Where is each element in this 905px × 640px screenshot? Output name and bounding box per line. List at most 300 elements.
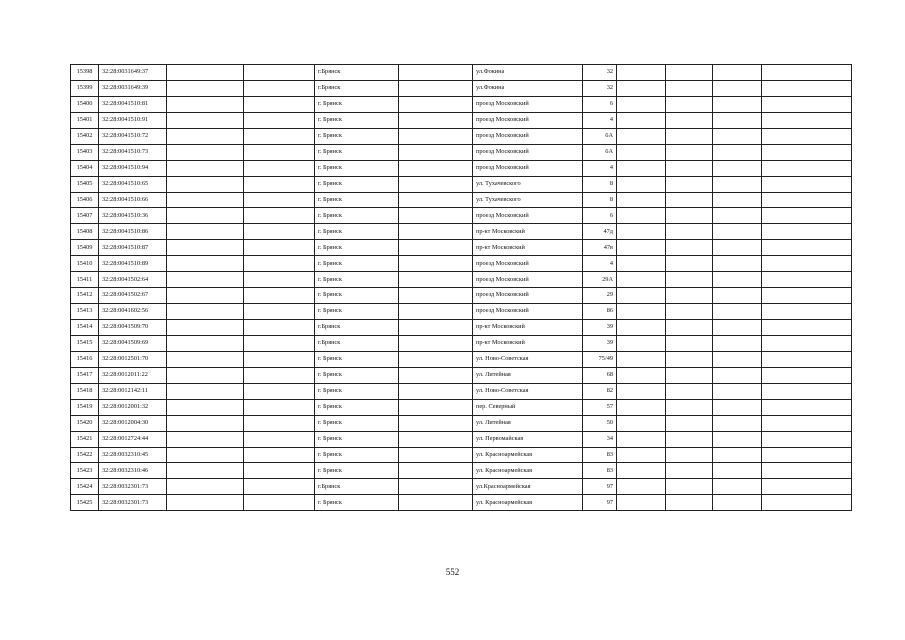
empty-cell <box>617 208 666 224</box>
empty-cell <box>244 176 315 192</box>
empty-cell <box>762 240 852 256</box>
house-number-cell: 29 <box>583 288 617 304</box>
empty-cell <box>762 96 852 112</box>
city-cell: г. Брянск <box>315 304 399 320</box>
empty-cell <box>666 128 713 144</box>
street-cell: ул. Ново-Советская <box>473 383 583 399</box>
house-number-cell: 8 <box>583 176 617 192</box>
empty-cell <box>399 367 473 383</box>
empty-cell <box>244 495 315 511</box>
empty-cell <box>167 256 244 272</box>
empty-cell <box>666 479 713 495</box>
house-number-cell: 4 <box>583 160 617 176</box>
row-number-cell: 15425 <box>71 495 99 511</box>
city-cell: г. Брянск <box>315 272 399 288</box>
empty-cell <box>666 144 713 160</box>
empty-cell <box>762 320 852 336</box>
empty-cell <box>399 495 473 511</box>
empty-cell <box>167 272 244 288</box>
empty-cell <box>762 304 852 320</box>
cadastral-number-cell: 32:28:0012501:70 <box>99 351 167 367</box>
house-number-cell: 6А <box>583 128 617 144</box>
street-cell: проезд Московский <box>473 96 583 112</box>
empty-cell <box>244 335 315 351</box>
empty-cell <box>244 160 315 176</box>
row-number-cell: 15402 <box>71 128 99 144</box>
table-row <box>71 447 852 463</box>
empty-cell <box>167 367 244 383</box>
row-number-cell: 15407 <box>71 208 99 224</box>
table-row <box>71 208 852 224</box>
row-number-cell: 15399 <box>71 80 99 96</box>
empty-cell <box>713 335 762 351</box>
empty-cell <box>762 160 852 176</box>
street-cell: ул.Фокина <box>473 65 583 81</box>
row-number-cell: 15405 <box>71 176 99 192</box>
empty-cell <box>713 383 762 399</box>
empty-cell <box>617 383 666 399</box>
empty-cell <box>399 335 473 351</box>
empty-cell <box>617 272 666 288</box>
street-cell: проезд Московский <box>473 288 583 304</box>
empty-cell <box>399 144 473 160</box>
empty-cell <box>666 367 713 383</box>
row-number-cell: 15413 <box>71 304 99 320</box>
city-cell: г. Брянск <box>315 447 399 463</box>
house-number-cell: 97 <box>583 495 617 511</box>
empty-cell <box>762 128 852 144</box>
empty-cell <box>244 463 315 479</box>
row-number-cell: 15419 <box>71 399 99 415</box>
empty-cell <box>617 160 666 176</box>
empty-cell <box>399 479 473 495</box>
cadastral-number-cell: 32:28:0041510:87 <box>99 240 167 256</box>
house-number-cell: 68 <box>583 367 617 383</box>
cadastral-number-cell: 32:28:0041602:56 <box>99 304 167 320</box>
empty-cell <box>617 176 666 192</box>
empty-cell <box>713 320 762 336</box>
city-cell: г. Брянск <box>315 431 399 447</box>
empty-cell <box>399 383 473 399</box>
empty-cell <box>167 96 244 112</box>
empty-cell <box>167 463 244 479</box>
table-row <box>71 240 852 256</box>
empty-cell <box>762 431 852 447</box>
empty-cell <box>713 367 762 383</box>
empty-cell <box>167 415 244 431</box>
empty-cell <box>244 320 315 336</box>
empty-cell <box>713 447 762 463</box>
empty-cell <box>244 224 315 240</box>
empty-cell <box>666 240 713 256</box>
empty-cell <box>617 192 666 208</box>
empty-cell <box>399 128 473 144</box>
row-number-cell: 15423 <box>71 463 99 479</box>
empty-cell <box>167 320 244 336</box>
cadastral-number-cell: 32:28:0032301:73 <box>99 479 167 495</box>
city-cell: г. Брянск <box>315 367 399 383</box>
empty-cell <box>167 335 244 351</box>
street-cell: проезд Московский <box>473 208 583 224</box>
empty-cell <box>713 431 762 447</box>
row-number-cell: 15410 <box>71 256 99 272</box>
table-row <box>71 288 852 304</box>
empty-cell <box>617 463 666 479</box>
empty-cell <box>617 144 666 160</box>
table-row <box>71 320 852 336</box>
street-cell: пр-кт Московский <box>473 320 583 336</box>
empty-cell <box>244 479 315 495</box>
empty-cell <box>167 208 244 224</box>
empty-cell <box>762 65 852 81</box>
empty-cell <box>666 256 713 272</box>
row-number-cell: 15422 <box>71 447 99 463</box>
empty-cell <box>399 112 473 128</box>
empty-cell <box>713 80 762 96</box>
empty-cell <box>762 208 852 224</box>
empty-cell <box>167 479 244 495</box>
empty-cell <box>399 208 473 224</box>
empty-cell <box>167 240 244 256</box>
empty-cell <box>762 112 852 128</box>
empty-cell <box>713 192 762 208</box>
empty-cell <box>244 112 315 128</box>
cadastral-number-cell: 32:28:0012001:32 <box>99 399 167 415</box>
empty-cell <box>399 65 473 81</box>
empty-cell <box>244 415 315 431</box>
empty-cell <box>666 335 713 351</box>
street-cell: проезд Московский <box>473 112 583 128</box>
page-number: 552 <box>445 567 460 577</box>
empty-cell <box>713 399 762 415</box>
empty-cell <box>762 351 852 367</box>
empty-cell <box>713 176 762 192</box>
empty-cell <box>244 144 315 160</box>
cadastral-number-cell: 32:28:0031649:39 <box>99 80 167 96</box>
row-number-cell: 15418 <box>71 383 99 399</box>
street-cell: проезд Московский <box>473 160 583 176</box>
table-row <box>71 399 852 415</box>
street-cell: пер. Северный <box>473 399 583 415</box>
cadastral-number-cell: 32:28:0041510:86 <box>99 224 167 240</box>
empty-cell <box>399 256 473 272</box>
table-row <box>71 160 852 176</box>
street-cell: ул. Красноармейская <box>473 447 583 463</box>
empty-cell <box>617 447 666 463</box>
empty-cell <box>167 192 244 208</box>
empty-cell <box>617 240 666 256</box>
empty-cell <box>617 415 666 431</box>
empty-cell <box>167 112 244 128</box>
empty-cell <box>244 431 315 447</box>
empty-cell <box>167 288 244 304</box>
empty-cell <box>713 463 762 479</box>
empty-cell <box>167 447 244 463</box>
empty-cell <box>713 479 762 495</box>
city-cell: г. Брянск <box>315 176 399 192</box>
empty-cell <box>244 240 315 256</box>
city-cell: г. Брянск <box>315 112 399 128</box>
empty-cell <box>713 304 762 320</box>
row-number-cell: 15400 <box>71 96 99 112</box>
city-cell: г. Брянск <box>315 351 399 367</box>
street-cell: ул.Красноармейская <box>473 479 583 495</box>
empty-cell <box>399 192 473 208</box>
street-cell: пр-кт Московский <box>473 224 583 240</box>
row-number-cell: 15409 <box>71 240 99 256</box>
empty-cell <box>666 415 713 431</box>
cadastral-number-cell: 32:28:0041510:65 <box>99 176 167 192</box>
empty-cell <box>666 176 713 192</box>
empty-cell <box>167 351 244 367</box>
empty-cell <box>617 224 666 240</box>
empty-cell <box>167 176 244 192</box>
empty-cell <box>666 288 713 304</box>
street-cell: пр-кт Московский <box>473 335 583 351</box>
house-number-cell: 83 <box>583 447 617 463</box>
cadastral-number-cell: 32:28:0041509:69 <box>99 335 167 351</box>
house-number-cell: 83 <box>583 463 617 479</box>
table-row <box>71 128 852 144</box>
city-cell: г. Брянск <box>315 240 399 256</box>
empty-cell <box>713 224 762 240</box>
empty-cell <box>617 96 666 112</box>
empty-cell <box>762 415 852 431</box>
table-row <box>71 192 852 208</box>
city-cell: г. Брянск <box>315 128 399 144</box>
empty-cell <box>244 80 315 96</box>
empty-cell <box>399 96 473 112</box>
house-number-cell: 4 <box>583 112 617 128</box>
cadastral-number-cell: 32:28:0012004:30 <box>99 415 167 431</box>
empty-cell <box>399 240 473 256</box>
empty-cell <box>399 415 473 431</box>
empty-cell <box>617 351 666 367</box>
cadastral-number-cell: 32:28:0041510:94 <box>99 160 167 176</box>
row-number-cell: 15406 <box>71 192 99 208</box>
house-number-cell: 29А <box>583 272 617 288</box>
empty-cell <box>713 288 762 304</box>
table-row <box>71 304 852 320</box>
house-number-cell: 32 <box>583 65 617 81</box>
city-cell: г. Брянск <box>315 288 399 304</box>
empty-cell <box>399 272 473 288</box>
empty-cell <box>399 351 473 367</box>
street-cell: ул. Литейная <box>473 367 583 383</box>
empty-cell <box>666 304 713 320</box>
empty-cell <box>666 399 713 415</box>
empty-cell <box>762 495 852 511</box>
city-cell: г. Брянск <box>315 160 399 176</box>
empty-cell <box>617 320 666 336</box>
empty-cell <box>244 304 315 320</box>
empty-cell <box>399 431 473 447</box>
empty-cell <box>167 304 244 320</box>
row-number-cell: 15414 <box>71 320 99 336</box>
house-number-cell: 50 <box>583 415 617 431</box>
empty-cell <box>617 431 666 447</box>
cadastral-number-cell: 32:28:0012011:22 <box>99 367 167 383</box>
empty-cell <box>244 351 315 367</box>
empty-cell <box>666 351 713 367</box>
empty-cell <box>713 128 762 144</box>
city-cell: г. Брянск <box>315 96 399 112</box>
empty-cell <box>617 256 666 272</box>
house-number-cell: 32 <box>583 80 617 96</box>
street-cell: ул. Тухачевского <box>473 176 583 192</box>
row-number-cell: 15424 <box>71 479 99 495</box>
cadastral-number-cell: 32:28:0041510:66 <box>99 192 167 208</box>
cadastral-number-cell: 32:28:0041510:89 <box>99 256 167 272</box>
city-cell: г. Брянск <box>315 192 399 208</box>
empty-cell <box>762 80 852 96</box>
empty-cell <box>762 224 852 240</box>
house-number-cell: 4 <box>583 256 617 272</box>
city-cell: г.Брянск <box>315 335 399 351</box>
row-number-cell: 15401 <box>71 112 99 128</box>
empty-cell <box>244 383 315 399</box>
cadastral-number-cell: 32:28:0012142:11 <box>99 383 167 399</box>
empty-cell <box>617 399 666 415</box>
house-number-cell: 57 <box>583 399 617 415</box>
city-cell: г. Брянск <box>315 224 399 240</box>
empty-cell <box>244 65 315 81</box>
street-cell: проезд Московский <box>473 144 583 160</box>
table-row <box>71 65 852 81</box>
empty-cell <box>713 240 762 256</box>
empty-cell <box>617 128 666 144</box>
cadastral-number-cell: 32:28:0041510:72 <box>99 128 167 144</box>
cadastral-number-cell: 32:28:0041510:36 <box>99 208 167 224</box>
table-row <box>71 351 852 367</box>
table-row <box>71 367 852 383</box>
empty-cell <box>244 288 315 304</box>
city-cell: г.Брянск <box>315 80 399 96</box>
cadastral-number-cell: 32:28:0031649:37 <box>99 65 167 81</box>
empty-cell <box>762 272 852 288</box>
empty-cell <box>399 288 473 304</box>
house-number-cell: 47в <box>583 240 617 256</box>
empty-cell <box>244 399 315 415</box>
empty-cell <box>167 80 244 96</box>
table-row <box>71 96 852 112</box>
house-number-cell: 6А <box>583 144 617 160</box>
city-cell: г. Брянск <box>315 399 399 415</box>
empty-cell <box>244 128 315 144</box>
table-row <box>71 176 852 192</box>
empty-cell <box>762 256 852 272</box>
empty-cell <box>713 112 762 128</box>
empty-cell <box>167 495 244 511</box>
row-number-cell: 15412 <box>71 288 99 304</box>
house-number-cell: 86 <box>583 304 617 320</box>
empty-cell <box>666 112 713 128</box>
empty-cell <box>666 320 713 336</box>
row-number-cell: 15417 <box>71 367 99 383</box>
row-number-cell: 15416 <box>71 351 99 367</box>
empty-cell <box>244 96 315 112</box>
table-row <box>71 224 852 240</box>
row-number-cell: 15420 <box>71 415 99 431</box>
cadastral-number-cell: 32:28:0032310:46 <box>99 463 167 479</box>
house-number-cell: 39 <box>583 320 617 336</box>
empty-cell <box>762 479 852 495</box>
street-cell: проезд Московский <box>473 128 583 144</box>
street-cell: ул. Красноармейская <box>473 463 583 479</box>
empty-cell <box>666 65 713 81</box>
empty-cell <box>666 383 713 399</box>
house-number-cell: 39 <box>583 335 617 351</box>
cadastral-number-cell: 32:28:0041509:70 <box>99 320 167 336</box>
row-number-cell: 15404 <box>71 160 99 176</box>
row-number-cell: 15408 <box>71 224 99 240</box>
empty-cell <box>762 463 852 479</box>
city-cell: г.Брянск <box>315 320 399 336</box>
empty-cell <box>617 335 666 351</box>
empty-cell <box>666 495 713 511</box>
empty-cell <box>666 431 713 447</box>
street-cell: ул. Ново-Советская <box>473 351 583 367</box>
empty-cell <box>666 192 713 208</box>
empty-cell <box>617 80 666 96</box>
empty-cell <box>762 192 852 208</box>
empty-cell <box>666 447 713 463</box>
table-row <box>71 256 852 272</box>
city-cell: г. Брянск <box>315 415 399 431</box>
empty-cell <box>762 144 852 160</box>
street-cell: ул. Первомайская <box>473 431 583 447</box>
empty-cell <box>713 160 762 176</box>
city-cell: г. Брянск <box>315 383 399 399</box>
empty-cell <box>617 479 666 495</box>
empty-cell <box>399 304 473 320</box>
empty-cell <box>713 351 762 367</box>
empty-cell <box>713 495 762 511</box>
empty-cell <box>244 367 315 383</box>
table-row <box>71 80 852 96</box>
empty-cell <box>399 463 473 479</box>
register-table <box>70 64 852 511</box>
empty-cell <box>167 128 244 144</box>
empty-cell <box>167 65 244 81</box>
empty-cell <box>167 399 244 415</box>
house-number-cell: 75/49 <box>583 351 617 367</box>
empty-cell <box>244 208 315 224</box>
empty-cell <box>713 415 762 431</box>
empty-cell <box>167 144 244 160</box>
empty-cell <box>762 367 852 383</box>
empty-cell <box>244 256 315 272</box>
empty-cell <box>762 447 852 463</box>
cadastral-number-cell: 32:28:0032310:45 <box>99 447 167 463</box>
cadastral-number-cell: 32:28:0032301:73 <box>99 495 167 511</box>
city-cell: г. Брянск <box>315 463 399 479</box>
city-cell: г.Брянск <box>315 65 399 81</box>
empty-cell <box>762 335 852 351</box>
cadastral-number-cell: 32:28:0041510:91 <box>99 112 167 128</box>
cadastral-number-cell: 32:28:0012724:44 <box>99 431 167 447</box>
table-row <box>71 495 852 511</box>
table-row <box>71 431 852 447</box>
empty-cell <box>244 447 315 463</box>
empty-cell <box>244 192 315 208</box>
empty-cell <box>666 224 713 240</box>
city-cell: г.Брянск <box>315 479 399 495</box>
table-row <box>71 272 852 288</box>
empty-cell <box>713 65 762 81</box>
row-number-cell: 15398 <box>71 65 99 81</box>
empty-cell <box>762 288 852 304</box>
